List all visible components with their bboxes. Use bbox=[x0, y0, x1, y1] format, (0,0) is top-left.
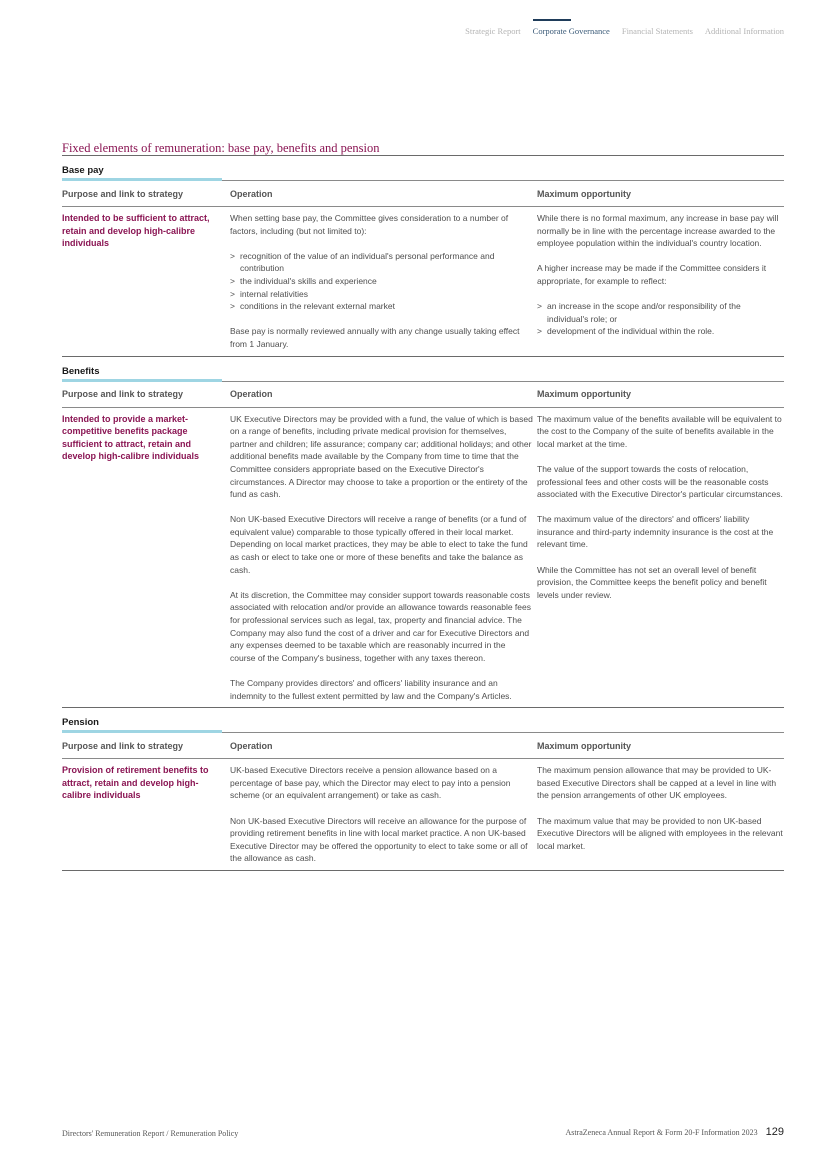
col-head-operation: Operation bbox=[230, 389, 273, 400]
accent-rule bbox=[62, 178, 222, 181]
col-head-maximum: Maximum opportunity bbox=[537, 188, 631, 199]
paragraph: The maximum value of the benefits available will be equivalent to the cost to the Company of the suite of benefits available in the local market at the time. bbox=[537, 413, 782, 449]
paragraph: Non UK-based Executive Directors will receive an allowance for the purpose of providing retirement benefits in line with local market practice. A non UK-based Executive Director may be offered the opportunity to elect to take some or all of the allowance as cash. bbox=[230, 815, 528, 864]
column-headers bbox=[62, 381, 784, 408]
table-end-rule bbox=[62, 870, 784, 871]
footer-breadcrumb: Directors' Remuneration Report / Remuneration Policy bbox=[62, 1129, 239, 1138]
benefits-block bbox=[62, 356, 784, 708]
list-item: > internal relativities bbox=[230, 288, 533, 301]
bullet-list bbox=[537, 300, 784, 338]
paragraph: Base pay is normally reviewed annually with any change usually taking effect from 1 January. bbox=[230, 326, 520, 349]
list-item: > an increase in the scope and/or responsibility of the individual's role; or bbox=[537, 300, 784, 325]
accent-rule bbox=[62, 379, 222, 382]
operation-text bbox=[230, 212, 537, 351]
paragraph: UK-based Executive Directors receive a pension allowance based on a percentage of base pay, which the Director may elect to pay into a pension scheme (or an equivalent arrangement) or take as cash. bbox=[230, 765, 511, 801]
list-item: > recognition of the value of an individual's personal performance and contribution bbox=[230, 250, 533, 275]
paragraph: UK Executive Directors may be provided with a fund, the value of which is based on a range of benefits, including private medical provision for themselves, partner and children; life assurance; company car; additional holidays; and other additional benefits made available by the Company from time to time that the Committee considers appropriate based on the Executive Director's circumstances. A Director may choose to take a proportion or the entirety of the fund as cash. bbox=[230, 413, 533, 500]
block-header bbox=[62, 156, 784, 180]
remuneration-table bbox=[62, 155, 784, 871]
base-pay-block bbox=[62, 155, 784, 356]
tab-strategic-report[interactable]: Strategic Report bbox=[465, 26, 521, 36]
col-head-purpose: Purpose and link to strategy bbox=[62, 389, 184, 400]
paragraph: While the Committee has not set an overall level of benefit provision, the Committee keeps the benefit policy and benefit levels under review. bbox=[537, 564, 767, 600]
pension-block bbox=[62, 707, 784, 870]
tab-corporate-governance[interactable]: Corporate Governance bbox=[532, 26, 610, 36]
tab-financial-statements[interactable]: Financial Statements bbox=[621, 26, 693, 36]
page-number: 129 bbox=[765, 1126, 784, 1138]
tab-additional-information[interactable]: Additional Information bbox=[704, 26, 784, 36]
paragraph: Non UK-based Executive Directors will receive a range of benefits (or a fund of equivalent value) comparable to those typically offered in their local market. Depending on local market practices, they may be able to elect to take the fund as cash or elect to take one or more of these benefits and take the balance as cash. bbox=[230, 514, 528, 575]
report-title: AstraZeneca Annual Report & Form 20-F Information 2023 bbox=[565, 1128, 758, 1137]
col-head-maximum: Maximum opportunity bbox=[537, 389, 631, 400]
block-label: Base pay bbox=[62, 165, 104, 176]
section-title: Fixed elements of remuneration: base pay, benefits and pension bbox=[62, 141, 380, 155]
column-headers bbox=[62, 732, 784, 759]
col-head-operation: Operation bbox=[230, 740, 273, 751]
paragraph: The value of the support towards the costs of relocation, professional fees and other costs will be the reasonable costs associated with the Executive Director's particular circumstances. bbox=[537, 463, 783, 500]
accent-rule bbox=[62, 730, 222, 733]
paragraph: The maximum pension allowance that may be provided to UK-based Executive Directors shall be capped at a level in line with the pension arrangements of other UK employees. bbox=[537, 765, 777, 801]
list-item: > the individual's skills and experience bbox=[230, 275, 533, 288]
top-navigation bbox=[465, 26, 784, 36]
purpose-text: Intended to provide a market-competitive benefits package sufficient to attract, retain and develop high-calibre individuals bbox=[62, 413, 200, 462]
block-label: Pension bbox=[62, 717, 99, 729]
maximum-text bbox=[537, 413, 784, 703]
block-label: Benefits bbox=[62, 365, 100, 377]
paragraph: The maximum value that may be provided to non UK-based Executive Directors will be aligned with employees in the relevant local market. bbox=[537, 815, 783, 851]
maximum-text bbox=[537, 764, 784, 865]
block-body bbox=[62, 759, 784, 870]
col-head-purpose: Purpose and link to strategy bbox=[62, 188, 184, 199]
purpose-text: Provision of retirement benefits to attract, retain and develop high-calibre individuals bbox=[62, 765, 209, 801]
list-item: > development of the individual within the role. bbox=[537, 325, 784, 338]
block-header bbox=[62, 357, 784, 381]
paragraph: When setting base pay, the Committee gives consideration to a number of factors, including (but not limited to): bbox=[230, 213, 509, 236]
column-headers bbox=[62, 180, 784, 207]
paragraph: At its discretion, the Committee may consider support towards reasonable costs associated with relocation and/or provide an allowance towards reasonable fees for professional services such as legal, tax, property and financial advice. The Company may also fund the cost of a driver and car for Executive Directors and any expenses deemed to be taxable which are reasonably incurred in the course of the Company's business, together with any taxes thereon. bbox=[230, 589, 531, 663]
list-item: > conditions in the relevant external market bbox=[230, 300, 533, 313]
footer-right bbox=[565, 1126, 784, 1138]
bullet-list bbox=[230, 250, 533, 313]
paragraph: The Company provides directors' and officers' liability insurance and an indemnity to the fullest extent permitted by law and the Company's Articles. bbox=[230, 678, 512, 701]
col-head-purpose: Purpose and link to strategy bbox=[62, 740, 184, 751]
col-head-maximum: Maximum opportunity bbox=[537, 740, 631, 751]
purpose-text: Intended to be sufficient to attract, retain and develop high-calibre individuals bbox=[62, 213, 210, 249]
maximum-text bbox=[537, 212, 784, 351]
paragraph: A higher increase may be made if the Committee considers it appropriate, for example to reflect: bbox=[537, 263, 767, 286]
paragraph: While there is no formal maximum, any increase in base pay will normally be in line with the percentage increase awarded to the employee population within the individual's country location. bbox=[537, 213, 779, 249]
operation-text bbox=[230, 413, 537, 703]
block-body bbox=[62, 408, 784, 708]
paragraph: The maximum value of the directors' and officers' liability insurance and third-party indemnity insurance is the cost at the relevant time. bbox=[537, 514, 774, 550]
block-body bbox=[62, 207, 784, 356]
col-head-operation: Operation bbox=[230, 188, 273, 199]
block-header bbox=[62, 708, 784, 732]
operation-text bbox=[230, 764, 537, 865]
